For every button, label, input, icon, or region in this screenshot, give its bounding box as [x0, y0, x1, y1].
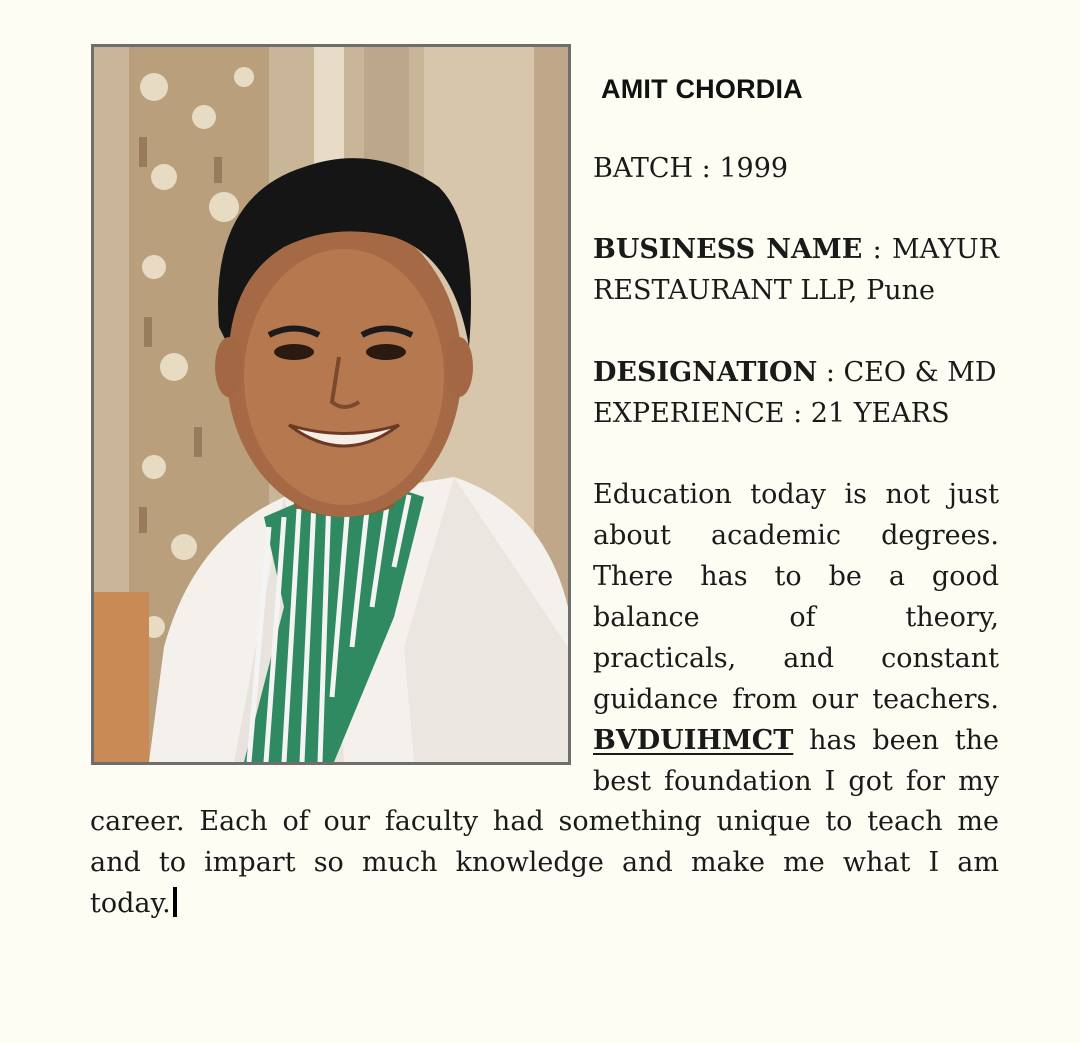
testimonial-quote [593, 474, 999, 802]
designation-label: DESIGNATION [593, 357, 818, 388]
designation-line [593, 352, 999, 393]
quote-line [593, 720, 999, 761]
quote-line: career. Each of our faculty had something unique to teach me [90, 806, 999, 837]
business-label: BUSINESS NAME [593, 234, 863, 265]
business-value-part1: : MAYUR [872, 234, 999, 265]
quote-line: about academic degrees. [593, 520, 999, 551]
experience-line: EXPERIENCE : 21 YEARS [593, 398, 950, 429]
quote-line: and to impart so much knowledge and make me what I am [90, 847, 999, 878]
business-line-1 [593, 229, 999, 270]
portrait-illustration [94, 47, 568, 762]
quote-end-text: today. [90, 888, 171, 919]
quote-line: practicals, and constant [593, 643, 999, 674]
quote-line: There has to be a good [593, 561, 999, 592]
quote-line: best foundation I got for my [593, 766, 999, 797]
quote-line: guidance from our teachers. [593, 684, 999, 715]
designation-value: : CEO & MD [817, 357, 997, 388]
designation-info [593, 352, 999, 434]
quote-last-line [90, 883, 999, 924]
batch-info: BATCH : 1999 [593, 153, 789, 184]
person-name: AMIT CHORDIA [601, 74, 803, 104]
business-value-part2: RESTAURANT LLP, Pune [593, 275, 936, 306]
quote-line: balance of theory, [593, 602, 999, 633]
testimonial-quote-continued [90, 801, 999, 924]
text-cursor [173, 887, 177, 917]
business-info [593, 229, 999, 311]
profile-photo [91, 44, 571, 765]
institute-name: BVDUIHMCT [593, 725, 794, 756]
quote-fragment: has been the [793, 725, 999, 756]
quote-line: Education today is not just [593, 479, 999, 510]
